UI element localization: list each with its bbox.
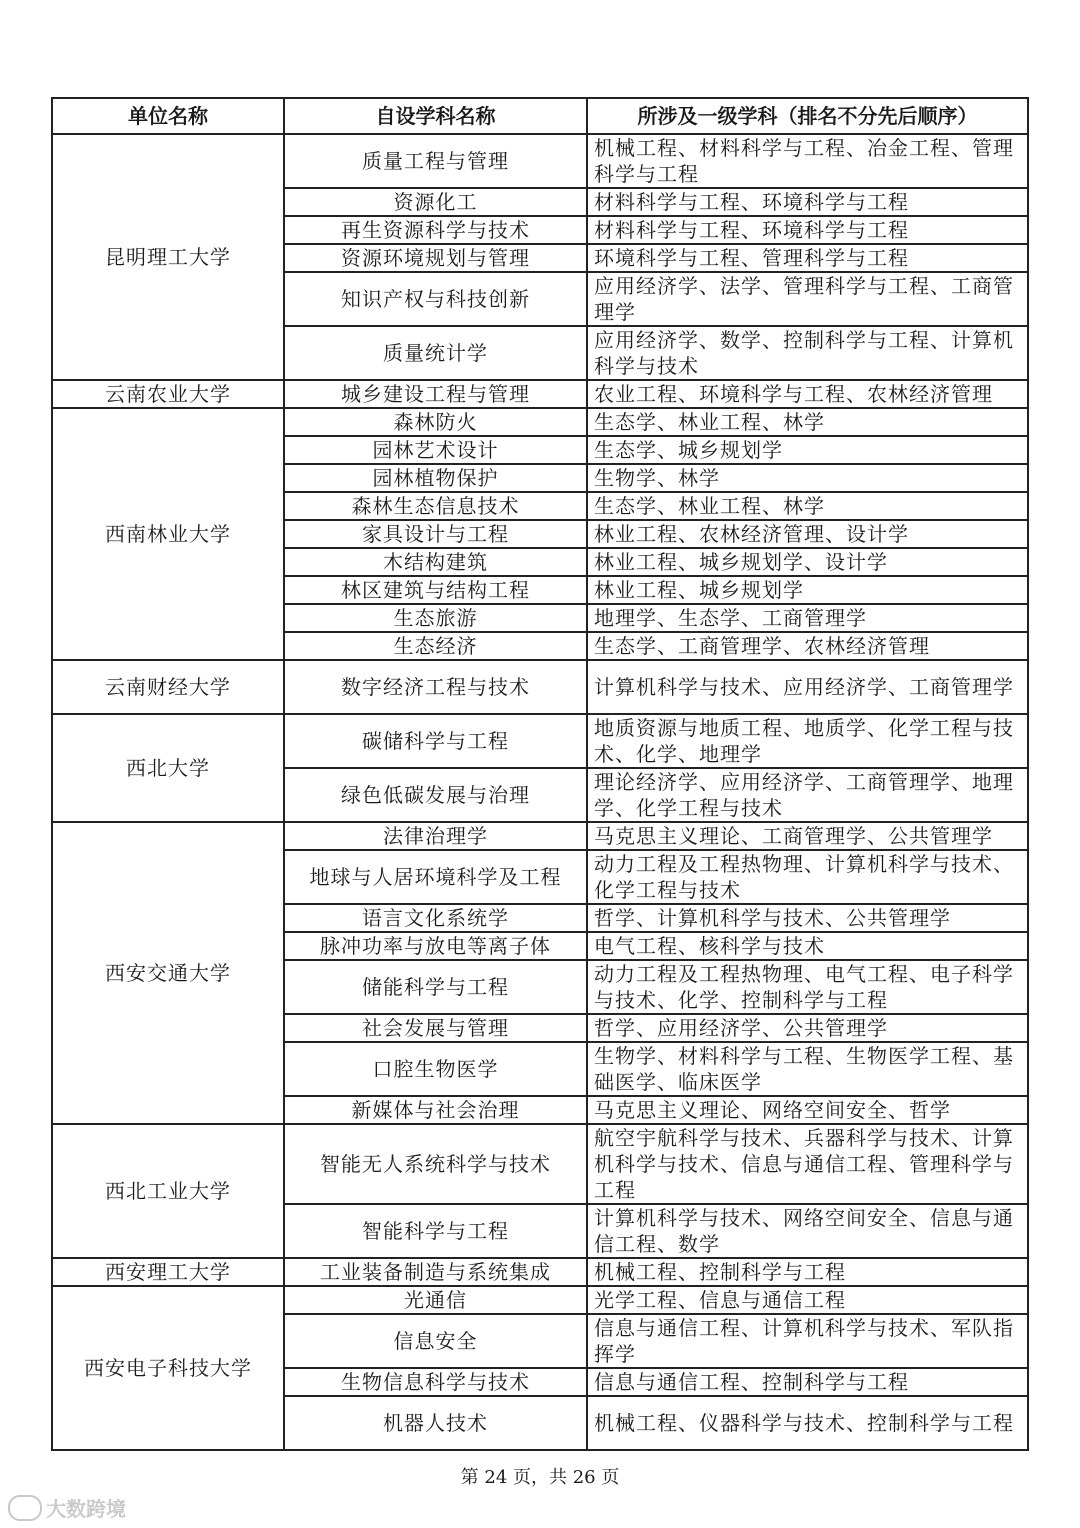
disciplines-cell: 生物学、材料科学与工程、生物医学工程、基础医学、临床医学 xyxy=(587,1042,1028,1096)
header-disciplines: 所涉及一级学科（排名不分先后顺序） xyxy=(587,98,1028,134)
disciplines-cell: 农业工程、环境科学与工程、农林经济管理 xyxy=(587,380,1028,408)
subject-cell: 再生资源科学与技术 xyxy=(284,216,587,244)
disciplines-cell: 林业工程、城乡规划学 xyxy=(587,576,1028,604)
subject-cell: 绿色低碳发展与治理 xyxy=(284,768,587,822)
table-row xyxy=(52,822,1028,850)
subject-cell: 数字经济工程与技术 xyxy=(284,660,587,714)
subject-cell: 森林防火 xyxy=(284,408,587,436)
disciplines-cell: 地质资源与地质工程、地质学、化学工程与技术、化学、地理学 xyxy=(587,714,1028,768)
table-row xyxy=(52,660,1028,714)
subject-cell: 机器人技术 xyxy=(284,1396,587,1450)
subject-cell: 生态经济 xyxy=(284,632,587,660)
subject-cell: 储能科学与工程 xyxy=(284,960,587,1014)
disciplines-cell: 应用经济学、数学、控制科学与工程、计算机科学与技术 xyxy=(587,326,1028,380)
subject-cell: 社会发展与管理 xyxy=(284,1014,587,1042)
university-cell: 昆明理工大学 xyxy=(52,134,284,380)
disciplines-cell: 信息与通信工程、控制科学与工程 xyxy=(587,1368,1028,1396)
disciplines-cell: 生物学、林学 xyxy=(587,464,1028,492)
watermark xyxy=(8,1493,126,1522)
subject-cell: 家具设计与工程 xyxy=(284,520,587,548)
disciplines-cell: 计算机科学与技术、应用经济学、工商管理学 xyxy=(587,660,1028,714)
disciplines-cell: 环境科学与工程、管理科学与工程 xyxy=(587,244,1028,272)
disciplines-cell: 地理学、生态学、工商管理学 xyxy=(587,604,1028,632)
disciplines-cell: 生态学、林业工程、林学 xyxy=(587,408,1028,436)
subject-cell: 生态旅游 xyxy=(284,604,587,632)
disciplines-cell: 林业工程、农林经济管理、设计学 xyxy=(587,520,1028,548)
subject-cell: 智能无人系统科学与技术 xyxy=(284,1124,587,1204)
table-body xyxy=(52,134,1028,1450)
subject-cell: 资源化工 xyxy=(284,188,587,216)
discipline-table xyxy=(51,97,1029,1451)
disciplines-cell: 光学工程、信息与通信工程 xyxy=(587,1286,1028,1314)
university-cell: 西安交通大学 xyxy=(52,822,284,1124)
disciplines-cell: 哲学、计算机科学与技术、公共管理学 xyxy=(587,904,1028,932)
subject-cell: 质量统计学 xyxy=(284,326,587,380)
table-row xyxy=(52,134,1028,188)
table-row xyxy=(52,1124,1028,1204)
university-cell: 西南林业大学 xyxy=(52,408,284,660)
disciplines-cell: 马克思主义理论、工商管理学、公共管理学 xyxy=(587,822,1028,850)
table-row xyxy=(52,1286,1028,1314)
table-header-row xyxy=(52,98,1028,134)
university-cell: 云南财经大学 xyxy=(52,660,284,714)
disciplines-cell: 生态学、工商管理学、农林经济管理 xyxy=(587,632,1028,660)
disciplines-cell: 林业工程、城乡规划学、设计学 xyxy=(587,548,1028,576)
header-subject: 自设学科名称 xyxy=(284,98,587,134)
table-row xyxy=(52,714,1028,768)
subject-cell: 生物信息科学与技术 xyxy=(284,1368,587,1396)
university-cell: 西北大学 xyxy=(52,714,284,822)
university-cell: 西安电子科技大学 xyxy=(52,1286,284,1450)
subject-cell: 碳储科学与工程 xyxy=(284,714,587,768)
disciplines-cell: 哲学、应用经济学、公共管理学 xyxy=(587,1014,1028,1042)
subject-cell: 园林艺术设计 xyxy=(284,436,587,464)
disciplines-cell: 机械工程、仪器科学与技术、控制科学与工程 xyxy=(587,1396,1028,1450)
subject-cell: 信息安全 xyxy=(284,1314,587,1368)
subject-cell: 语言文化系统学 xyxy=(284,904,587,932)
subject-cell: 城乡建设工程与管理 xyxy=(284,380,587,408)
subject-cell: 林区建筑与结构工程 xyxy=(284,576,587,604)
watermark-text: 大数跨境 xyxy=(46,1497,126,1521)
university-cell: 西北工业大学 xyxy=(52,1124,284,1258)
subject-cell: 脉冲功率与放电等离子体 xyxy=(284,932,587,960)
table-row xyxy=(52,380,1028,408)
subject-cell: 森林生态信息技术 xyxy=(284,492,587,520)
disciplines-cell: 航空宇航科学与技术、兵器科学与技术、计算机科学与技术、信息与通信工程、管理科学与工程 xyxy=(587,1124,1028,1204)
disciplines-cell: 生态学、城乡规划学 xyxy=(587,436,1028,464)
university-cell: 西安理工大学 xyxy=(52,1258,284,1286)
disciplines-cell: 电气工程、核科学与技术 xyxy=(587,932,1028,960)
subject-cell: 工业装备制造与系统集成 xyxy=(284,1258,587,1286)
disciplines-cell: 机械工程、控制科学与工程 xyxy=(587,1258,1028,1286)
disciplines-cell: 动力工程及工程热物理、电气工程、电子科学与技术、化学、控制科学与工程 xyxy=(587,960,1028,1014)
disciplines-cell: 动力工程及工程热物理、计算机科学与技术、化学工程与技术 xyxy=(587,850,1028,904)
disciplines-cell: 材料科学与工程、环境科学与工程 xyxy=(587,216,1028,244)
subject-cell: 园林植物保护 xyxy=(284,464,587,492)
disciplines-cell: 材料科学与工程、环境科学与工程 xyxy=(587,188,1028,216)
chat-bubble-icon xyxy=(8,1495,42,1521)
subject-cell: 地球与人居环境科学及工程 xyxy=(284,850,587,904)
disciplines-cell: 生态学、林业工程、林学 xyxy=(587,492,1028,520)
page-number: 第 24 页，共 26 页 xyxy=(460,1467,620,1488)
disciplines-cell: 机械工程、材料科学与工程、冶金工程、管理科学与工程 xyxy=(587,134,1028,188)
disciplines-cell: 计算机科学与技术、网络空间安全、信息与通信工程、数学 xyxy=(587,1204,1028,1258)
table-row xyxy=(52,1258,1028,1286)
subject-cell: 知识产权与科技创新 xyxy=(284,272,587,326)
subject-cell: 智能科学与工程 xyxy=(284,1204,587,1258)
subject-cell: 新媒体与社会治理 xyxy=(284,1096,587,1124)
header-university: 单位名称 xyxy=(52,98,284,134)
subject-cell: 口腔生物医学 xyxy=(284,1042,587,1096)
subject-cell: 质量工程与管理 xyxy=(284,134,587,188)
subject-cell: 资源环境规划与管理 xyxy=(284,244,587,272)
disciplines-cell: 应用经济学、法学、管理科学与工程、工商管理学 xyxy=(587,272,1028,326)
disciplines-cell: 马克思主义理论、网络空间安全、哲学 xyxy=(587,1096,1028,1124)
subject-cell: 木结构建筑 xyxy=(284,548,587,576)
university-cell: 云南农业大学 xyxy=(52,380,284,408)
disciplines-cell: 信息与通信工程、计算机科学与技术、军队指挥学 xyxy=(587,1314,1028,1368)
table-row xyxy=(52,408,1028,436)
subject-cell: 光通信 xyxy=(284,1286,587,1314)
disciplines-cell: 理论经济学、应用经济学、工商管理学、地理学、化学工程与技术 xyxy=(587,768,1028,822)
subject-cell: 法律治理学 xyxy=(284,822,587,850)
